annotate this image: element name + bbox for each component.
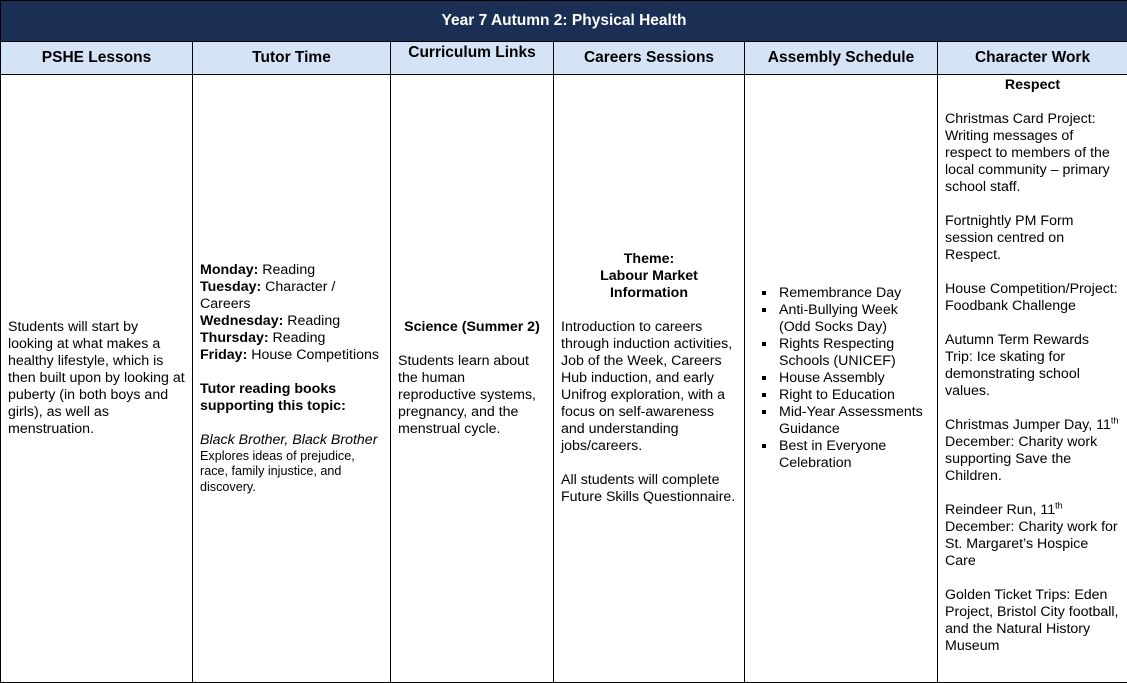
assembly-list	[752, 285, 930, 472]
header-careers-sessions: Careers Sessions	[554, 42, 745, 75]
curriculum-cell	[391, 75, 554, 683]
tutor-schedule	[200, 262, 383, 364]
header-assembly-schedule: Assembly Schedule	[745, 42, 938, 75]
header-pshe-lessons: PSHE Lessons	[1, 42, 193, 75]
page-title: Year 7 Autumn 2: Physical Health	[1, 1, 1127, 42]
careers-theme: Labour Market Information	[561, 268, 737, 302]
curriculum-text: Students learn about the human reproductive systems, pregnancy, and the menstrual cycle.	[398, 353, 546, 438]
tutor-day-row: Wednesday: Reading	[200, 313, 383, 330]
character-rewards: Autumn Term Rewards Trip: Ice skating for demonstrating school values.	[945, 332, 1120, 400]
tutor-cell	[193, 75, 391, 683]
curriculum-heading: Science (Summer 2)	[398, 319, 546, 336]
list-item: Best in Everyone Celebration	[752, 438, 930, 472]
character-golden-ticket: Golden Ticket Trips: Eden Project, Bristol City football, and the Natural History Museum	[945, 587, 1120, 655]
tutor-day-row: Monday: Reading	[200, 262, 383, 279]
list-item: House Assembly	[752, 370, 930, 387]
tutor-day-row: Tuesday: Character / Careers	[200, 279, 383, 313]
pshe-text: Students will start by looking at what makes a healthy lifestyle, which is then built upon by looking at puberty (in both boys and girls), as well as menstruation.	[8, 319, 185, 438]
list-item: Right to Education	[752, 387, 930, 404]
header-character-work: Character Work	[938, 42, 1127, 75]
character-card-project: Christmas Card Project: Writing messages of respect to members of the local community – primary school staff.	[945, 111, 1120, 196]
pshe-cell	[1, 75, 193, 683]
header-curriculum-links: Curriculum Links	[391, 42, 554, 75]
tutor-day-row: Friday: House Competitions	[200, 347, 383, 364]
list-item: Rights Respecting Schools (UNICEF)	[752, 336, 930, 370]
character-house: House Competition/Project: Foodbank Challenge	[945, 281, 1120, 315]
list-item: Remembrance Day	[752, 285, 930, 302]
careers-note: All students will complete Future Skills Questionnaire.	[561, 472, 737, 506]
careers-cell	[554, 75, 745, 683]
character-reindeer-run: Reindeer Run, 11th December: Charity work for St. Margaret’s Hospice Care	[945, 502, 1120, 570]
header-tutor-time: Tutor Time	[193, 42, 391, 75]
tutor-day-row: Thursday: Reading	[200, 330, 383, 347]
character-cell	[938, 75, 1127, 683]
book-title: Black Brother, Black Brother	[200, 432, 383, 449]
character-heading: Respect	[945, 77, 1120, 94]
careers-theme-label: Theme:	[561, 251, 737, 268]
assembly-cell	[745, 75, 938, 683]
list-item: Anti-Bullying Week (Odd Socks Day)	[752, 302, 930, 336]
careers-intro: Introduction to careers through induction activities, Job of the Week, Careers Hub induction, and early Unifrog exploration, with a focus on self-awareness and understanding jobs/careers.	[561, 319, 737, 455]
books-heading: Tutor reading books supporting this topic:	[200, 381, 383, 415]
character-jumper-day: Christmas Jumper Day, 11th December: Charity work supporting Save the Children.	[945, 417, 1120, 485]
book-description: Explores ideas of prejudice, race, family injustice, and discovery.	[200, 449, 383, 496]
character-pm-form: Fortnightly PM Form session centred on Respect.	[945, 213, 1120, 264]
list-item: Mid-Year Assessments Guidance	[752, 404, 930, 438]
